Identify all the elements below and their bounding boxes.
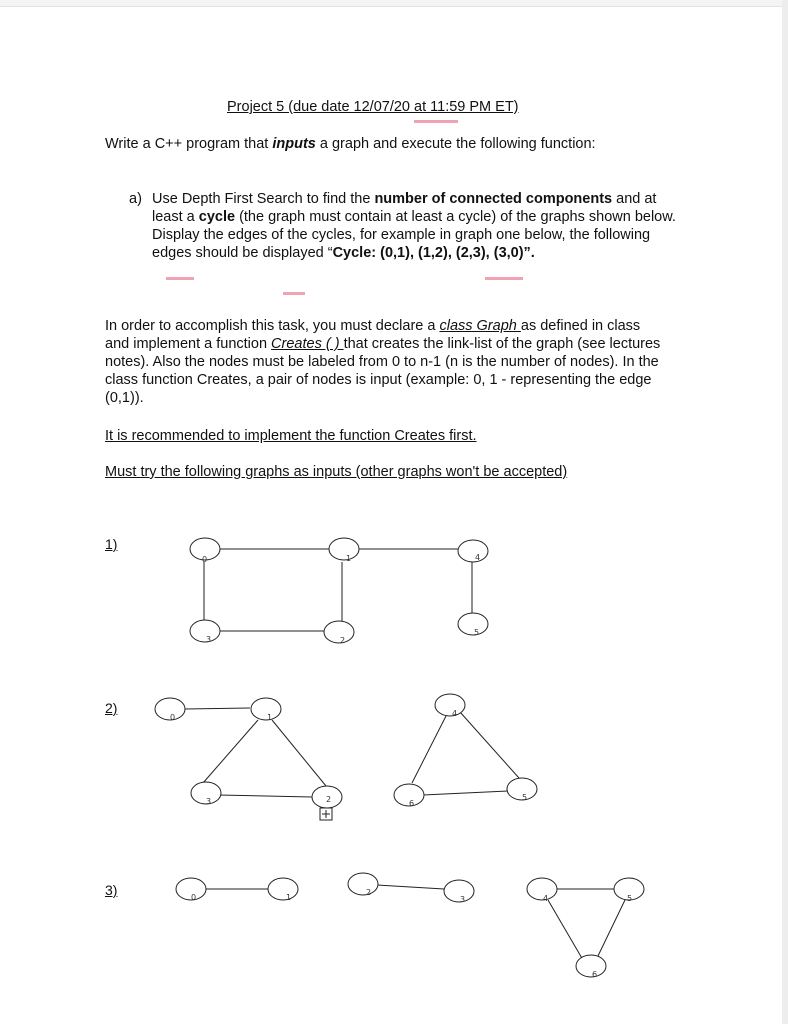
graph-3-node-label: 0: [191, 893, 197, 902]
item-a-bold-2: cycle: [198, 209, 236, 225]
intro-text-post: a graph and execute the following function:: [315, 136, 596, 152]
graph-2-edge-1-3: [203, 720, 258, 783]
graph-3-node-2: [348, 873, 378, 895]
graph-1-node-label: 2: [340, 636, 346, 645]
graph-3-node-label: 2: [366, 888, 372, 897]
graph-label-2: 2): [105, 700, 118, 716]
para-text-2: as defined in class and implement a function: [105, 318, 641, 352]
graph-label-3: 3): [105, 882, 118, 898]
expand-plus-icon[interactable]: [320, 808, 332, 820]
graph-2-edge-0-1: [185, 708, 250, 709]
graph-1-node-label: 4: [475, 553, 481, 562]
graph-2-node-1: [251, 698, 281, 720]
graph-3: [176, 873, 644, 979]
must-try-note: Must try the following graphs as inputs (other graphs won't be accepted): [105, 464, 568, 480]
item-a-text-2: and at least a: [152, 191, 657, 225]
graph-3-node-1: [268, 878, 298, 900]
graph-1-node-1: [329, 538, 359, 560]
creates-function-link[interactable]: Creates ( ): [271, 336, 344, 352]
item-a-bold-3: Cycle: (0,1), (1,2), (2,3), (3,0)”.: [332, 245, 535, 261]
graph-1-node-label: 0: [202, 555, 208, 564]
page-title: Project 5 (due date 12/07/20 at 11:59 PM ET): [227, 99, 519, 115]
item-a-bold-1: number of connected components: [374, 191, 613, 207]
graph-2-node-label: 5: [522, 793, 528, 802]
graph-2-node-label: 2: [326, 795, 332, 804]
graph-3-edge-4-6: [548, 900, 583, 960]
graph-3-node-label: 6: [592, 970, 598, 979]
class-graph-link[interactable]: class Graph: [439, 318, 521, 334]
graph-2-edge-1-2: [272, 720, 326, 786]
graph-2-node-label: 4: [452, 709, 458, 718]
graph-1-node-label: 1: [346, 554, 352, 563]
graph-1-node-5: [458, 613, 488, 635]
graph-3-node-3: [444, 880, 474, 902]
list-marker-a: a): [129, 191, 142, 207]
graph-2-node-label: 3: [206, 797, 212, 806]
graph-2-edge-4-6: [412, 716, 446, 783]
item-a-text-3: (the graph must contain at least a cycle) of the graphs shown below. Display the edges of the cycles, for example in graph one below, the following edges should be displayed “: [152, 209, 676, 261]
graph-3-node-label: 3: [460, 895, 466, 904]
graph-3-node-label: 5: [627, 894, 633, 903]
graph-2-edge-6-5: [423, 791, 508, 795]
graph-2-node-label: 1: [267, 713, 273, 722]
graph-1-node-label: 5: [474, 628, 480, 637]
para-text-1: In order to accomplish this task, you must declare a: [105, 318, 440, 334]
graph-3-node-4: [527, 878, 557, 900]
graph-3-node-label: 1: [286, 893, 292, 902]
graph-1: [190, 538, 488, 645]
graph-2-edge-3-2: [218, 795, 312, 797]
graph-2-node-label: 0: [170, 713, 176, 722]
para-text-3: that creates the link-list of the graph (see lectures notes). Also the nodes must be labeled from 0 to n-1 (n is the number of nodes). In the class function Creates, a pair of nodes is input (example: 0, 1 - representing the edge (0,1)).: [105, 336, 661, 406]
graph-2-node-4: [435, 694, 465, 716]
graph-label-1: 1): [105, 536, 118, 552]
graph-1-node-2: [324, 621, 354, 643]
recommendation-note: It is recommended to implement the function Creates first.: [105, 428, 477, 444]
intro-emphasis: inputs: [272, 136, 316, 152]
graph-2: [155, 694, 537, 808]
graph-2-node-label: 6: [409, 799, 415, 808]
intro-text-pre: Write a C++ program that: [105, 136, 273, 152]
graph-3-node-label: 4: [543, 894, 549, 903]
graph-1-node-4: [458, 540, 488, 562]
graph-3-edge-2-3: [377, 885, 444, 889]
graph-3-edge-5-6: [597, 900, 625, 958]
graph-1-node-3: [190, 620, 220, 642]
graph-2-edge-4-5: [460, 712, 519, 778]
item-a-text-1: Use Depth First Search to find the: [152, 191, 375, 207]
graph-3-node-6: [576, 955, 606, 977]
graph-1-node-label: 3: [206, 635, 212, 644]
